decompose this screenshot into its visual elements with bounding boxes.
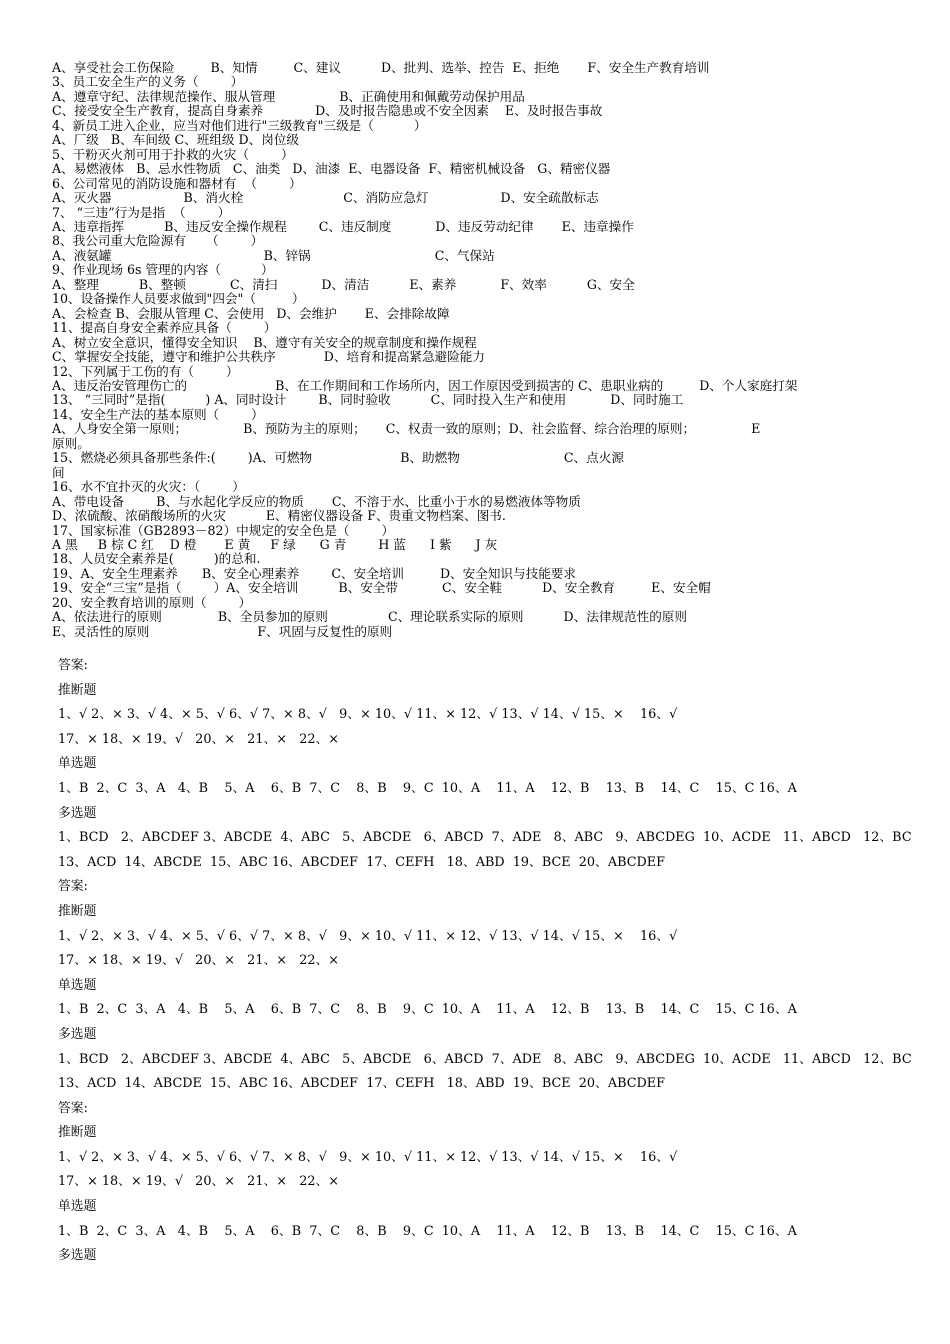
answer-line: 多选题 — [58, 1248, 97, 1264]
question-line: 6、公司常见的消防设施和器材有 （ ） — [52, 176, 302, 191]
question-line: 原则。 — [52, 436, 90, 451]
question-line: 9、作业现场 6s 管理的内容（ ） — [52, 263, 274, 278]
answer-line: 答案: — [58, 879, 88, 895]
question-line: 19、A、安全生理素养 B、安全心理素养 C、安全培训 D、安全知识与技能要求 — [52, 566, 576, 581]
answer-line: 单选题 — [58, 1199, 97, 1215]
question-line: C、接受安全生产教育，提高自身素养 D、及时报告隐患或不安全因素 E、及时报告事故 — [52, 104, 603, 119]
question-line: 12、下列属于工伤的有（ ） — [52, 364, 239, 379]
question-line: A、依法进行的原则 B、全员参加的原则 C、理论联系实际的原则 D、法律规范性的原则 — [52, 610, 687, 625]
question-line: A、享受社会工伤保险 B、知情 C、建议 D、批判、选举、控告 E、拒绝 F、安全生产教育培训 — [52, 61, 710, 75]
question-line: E、灵活性的原则 F、巩固与反复性的原则 — [52, 624, 393, 639]
answer-line: 1、√ 2、× 3、√ 4、× 5、√ 6、√ 7、× 8、√ 9、× 10、√ 11、× 12、√ 13、√ 14、√ 15、× 16、√ — [58, 928, 678, 944]
answer-line: 单选题 — [58, 756, 97, 772]
question-line: A 黑 B 棕 C 红 D 橙 E 黄 F 绿 G 青 H 蓝 I 紫 J 灰 — [52, 537, 498, 552]
answer-line: 17、× 18、× 19、√ 20、× 21、× 22、× — [58, 1174, 339, 1190]
question-line: 14、安全生产法的基本原则（ ） — [52, 407, 264, 422]
question-line: A、人身安全第一原则； B、预防为主的原则； C、权责一致的原则；D、社会监督、综合治理的原则； E — [52, 422, 761, 437]
question-line: 20、安全教育培训的原则（ ） — [52, 595, 252, 610]
question-line: A、整理 B、整顿 C、清扫 D、清洁 E、素养 F、效率 G、安全 — [52, 277, 635, 292]
question-line: A、遵章守纪、法律规范操作、服从管理 B、正确使用和佩戴劳动保护用品 — [52, 89, 525, 104]
answer-line: 1、√ 2、× 3、√ 4、× 5、√ 6、√ 7、× 8、√ 9、× 10、√ 11、× 12、√ 13、√ 14、√ 15、× 16、√ — [58, 1149, 678, 1165]
question-line: 19、安全“三宝”是指（ ）A、安全培训 B、安全带 C、安全鞋 D、安全教育 E、安全帽 — [52, 581, 711, 596]
question-line: 5、干粉灭火剂可用于扑救的火灾（ ） — [52, 147, 294, 162]
answer-line: 1、BCD 2、ABCDEF 3、ABCDE 4、ABC 5、ABCDE 6、ABCD 7、ADE 8、ABC 9、ABCDEG 10、ACDE 11、ABCD 12、BC — [58, 1051, 912, 1067]
answer-line: 13、ACD 14、ABCDE 15、ABC 16、ABCDEF 17、CEFH 18、ABD 19、BCE 20、ABCDEF — [58, 1076, 665, 1092]
question-line: A、违反治安管理伤亡的 B、在工作期间和工作场所内，因工作原因受到损害的 C、患职业病的 D、个人家庭打架 — [52, 378, 798, 393]
question-line: A、灭火器 B、消火栓 C、消防应急灯 D、安全疏散标志 — [52, 191, 599, 206]
question-line: 10、设备操作人员要求做到"四会"（ ） — [52, 292, 305, 307]
answer-line: 多选题 — [58, 1026, 97, 1042]
answer-line: 推断题 — [58, 1125, 97, 1141]
question-line: D、浓硫酸、浓硝酸场所的火灾 E、精密仪器设备 F、贵重文物档案、图书. — [52, 509, 506, 524]
answer-line: 1、BCD 2、ABCDEF 3、ABCDE 4、ABC 5、ABCDE 6、ABCD 7、ADE 8、ABC 9、ABCDEG 10、ACDE 11、ABCD 12、BC — [58, 830, 912, 846]
question-line: 8、我公司重大危险源有 （ ） — [52, 234, 264, 249]
question-line: 17、国家标准（GB2893－82）中规定的安全色是（ ） — [52, 523, 395, 538]
question-line: 16、水不宜扑灭的火灾：（ ） — [52, 480, 245, 495]
answer-line: 推断题 — [58, 903, 97, 919]
question-line: A、液氨罐 B、锌锅 C、气保站 — [52, 248, 495, 263]
question-line: 3、员工安全生产的义务（ ） — [52, 75, 244, 90]
answer-line: 17、× 18、× 19、√ 20、× 21、× 22、× — [58, 953, 339, 969]
question-line: 4、新员工进入企业，应当对他们进行"三级教育"三级是（ ） — [52, 118, 427, 133]
answer-line: 1、B 2、C 3、A 4、B 5、A 6、B 7、C 8、B 9、C 10、A 11、A 12、B 13、B 14、C 15、C 16、A — [58, 1223, 797, 1239]
answer-section — [58, 654, 938, 1269]
question-line: C、掌握安全技能，遵守和维护公共秩序 D、培育和提高紧急避险能力 — [52, 350, 485, 365]
question-line: A、违章指挥 B、违反安全操作规程 C、违反制度 D、违反劳动纪律 E、违章操作 — [52, 219, 634, 234]
answer-line: 答案: — [58, 658, 88, 673]
answer-line: 单选题 — [58, 977, 97, 993]
question-line: 间 — [52, 465, 65, 480]
answer-line: 17、× 18、× 19、√ 20、× 21、× 22、× — [58, 731, 339, 747]
answer-line: 推断题 — [58, 682, 97, 698]
question-line: 7、 “三违”行为是指 （ ） — [52, 205, 231, 220]
question-line: 18、人员安全素养是( )的总和. — [52, 552, 261, 567]
question-line: A、会检查 B、会服从管理 C、会使用 D、会维护 E、会排除故障 — [52, 306, 450, 321]
question-line: 11、提高自身安全素养应具备（ ） — [52, 321, 277, 336]
question-line: A、易燃液体 B、忌水性物质 C、油类 D、油漆 E、电器设备 F、精密机械设备 G、精密仪器 — [52, 162, 611, 177]
question-line: 13、 “三同时”是指( ) A、同时设计 B、同时验收 C、同时投入生产和使用 D、同时施工 — [52, 393, 684, 408]
answer-line: 多选题 — [58, 805, 97, 821]
question-line: A、厂级 B、车间级 C、班组级 D、岗位级 — [52, 133, 300, 148]
answer-line: 13、ACD 14、ABCDE 15、ABC 16、ABCDEF 17、CEFH 18、ABD 19、BCE 20、ABCDEF — [58, 854, 665, 870]
question-line: 15、燃烧必须具备那些条件:( )A、可燃物 B、助燃物 C、点火源 — [52, 451, 624, 466]
question-section — [52, 61, 932, 639]
answer-line: 1、B 2、C 3、A 4、B 5、A 6、B 7、C 8、B 9、C 10、A 11、A 12、B 13、B 14、C 15、C 16、A — [58, 1002, 797, 1018]
question-line: A、带电设备 B、与水起化学反应的物质 C、不溶于水、比重小于水的易燃液体等物质 — [52, 494, 581, 509]
question-line: A、树立安全意识，懂得安全知识 B、遵守有关安全的规章制度和操作规程 — [52, 335, 477, 350]
answer-line: 1、√ 2、× 3、√ 4、× 5、√ 6、√ 7、× 8、√ 9、× 10、√ 11、× 12、√ 13、√ 14、√ 15、× 16、√ — [58, 707, 678, 723]
answer-line: 1、B 2、C 3、A 4、B 5、A 6、B 7、C 8、B 9、C 10、A 11、A 12、B 13、B 14、C 15、C 16、A — [58, 780, 797, 796]
answer-line: 答案: — [58, 1100, 88, 1116]
